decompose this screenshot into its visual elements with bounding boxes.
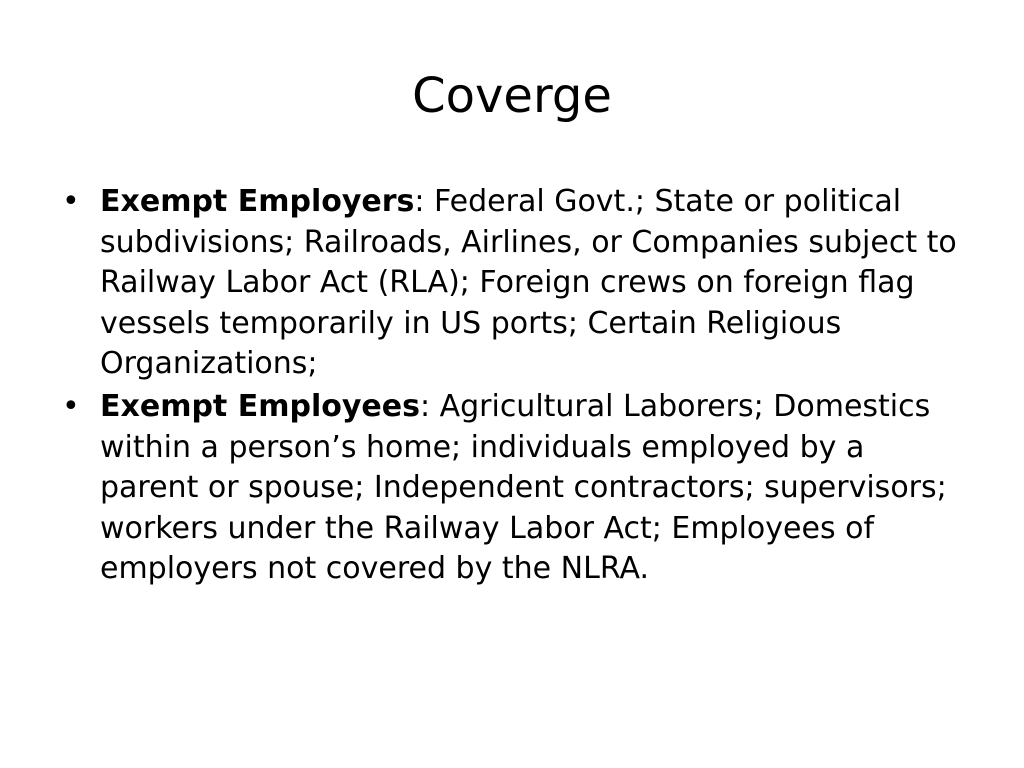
bullet-term: Exempt Employees xyxy=(100,388,420,424)
slide-title: Coverge xyxy=(412,68,612,124)
bullet-term: Exempt Employers xyxy=(100,184,415,219)
bullet-text: Agricultural Laborers; Domestics within a person’s home; individuals employed by a parent or spouse; Independent contractors; supervisors; workers under the Railway Labor Act; Employees of employers not covered by the NLRA. xyxy=(100,388,947,587)
bullet-item-exempt-employers xyxy=(62,182,962,385)
bullet-dot-icon: • xyxy=(62,184,80,219)
bullet-item-exempt-employees xyxy=(62,387,962,590)
bullet-separator: : xyxy=(414,184,425,219)
bullet-list xyxy=(62,182,962,592)
bullet-text: Federal Govt.; State or political subdivisions; Railroads, Airlines, or Companies subject to Railway Labor Act (RLA); Foreign crews on foreign flag vessels temporarily in US ports; Certain Religious Organizations; xyxy=(100,184,957,382)
bullet-dot-icon: • xyxy=(62,388,80,424)
bullet-separator: : xyxy=(419,388,431,424)
